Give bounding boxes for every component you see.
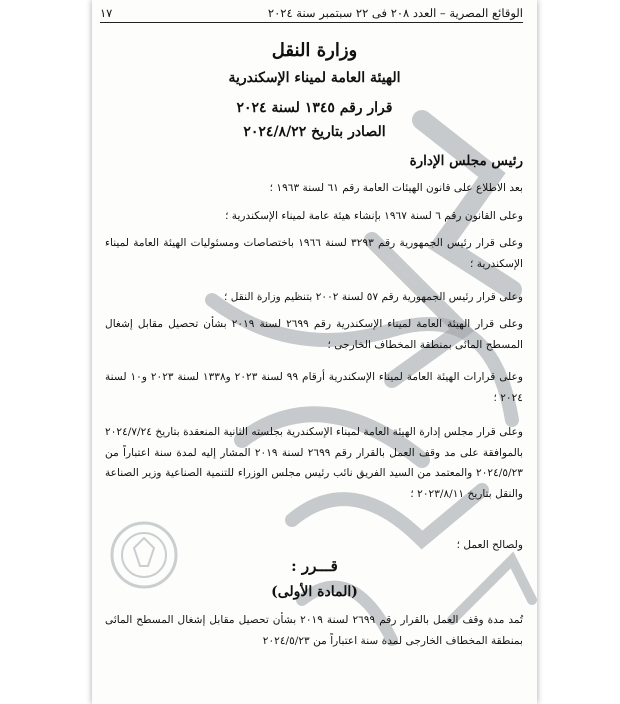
ministry-title: وزارة النقل <box>271 40 358 61</box>
preamble-paragraph-3: وعلى قرار رئيس الجمهورية رقم ٣٢٩٣ لسنة ١٩٦٦ باختصاصات ومسئوليات الهيئة العامة لميناء الإسكندرية ؛ <box>105 237 523 270</box>
preamble-paragraph-4: وعلى قرار رئيس الجمهورية رقم ٥٧ لسنة ٢٠٠٢ بتنظيم وزارة النقل ؛ <box>224 291 523 303</box>
header-title: الوقائع المصرية – العدد ٢٠٨ فى ٢٢ سبتمبر سنة ٢٠٢٤ <box>267 6 523 20</box>
preamble-paragraph-5: وعلى قرار الهيئة العامة لميناء الإسكندرية رقم ٢٦٩٩ لسنة ٢٠١٩ بشأن تحصيل مقابل إشغال المسطح المائى بمنطقة المخطاف الخارجى ؛ <box>105 318 523 351</box>
decree-number: قرار رقم ١٣٤٥ لسنة ٢٠٢٤ <box>236 100 393 116</box>
preamble-paragraph-1: بعد الاطلاع على قانون الهيئات العامة رقم ٦١ لسنة ١٩٦٣ ؛ <box>269 182 523 194</box>
authority-title: الهيئة العامة لميناء الإسكندرية <box>228 70 401 86</box>
preamble-paragraph-7: وعلى قرار مجلس إدارة الهيئة العامة لميناء الإسكندرية بجلسته الثانية المنعقدة بتاريخ ٢٠٢٤/٧/٢٤ بالموافقة على مد وقف العمل بالقرار رقم ٢٦٩٩ لسنة ٢٠١٩ المشار إليه لمدة سنة اعتباراً من ٢٠٢٤/٥/٢٣ والمعتمد من السيد الفريق نائب رئيس مجلس الوزراء للتنمية الصناعية وزير الصناعة والنقل بتاريخ ٢٠٢٣/٨/١١ ؛ <box>105 426 523 500</box>
header-divider <box>100 22 523 23</box>
preamble-paragraph-8: ولصالح العمل ؛ <box>456 539 523 551</box>
preamble-paragraph-2: وعلى القانون رقم ٦ لسنة ١٩٦٧ بإنشاء هيئة عامة لميناء الإسكندرية ؛ <box>225 210 523 222</box>
article-one-text: تُمد مدة وقف العمل بالقرار رقم ٢٦٩٩ لسنة ٢٠١٩ بشأن تحصيل مقابل إشغال المسطح المائى بمنطقة المخطاف الخارجى لمدة سنة اعتباراً من ٢٠٢٤/٥/٢٣ <box>105 614 523 647</box>
decree-date: الصادر بتاريخ ٢٠٢٤/٨/٢٢ <box>243 124 386 140</box>
gazette-header <box>100 4 523 22</box>
page-number: ١٧ <box>100 6 113 20</box>
preamble-paragraph-6: وعلى قرارات الهيئة العامة لميناء الإسكندرية أرقام ٩٩ لسنة ٢٠٢٣ و١٣٣٨ لسنة ٢٠٢٣ و١٠ لسنة ٢٠٢٤ ؛ <box>105 371 523 404</box>
decided-heading: قـــرر : <box>291 557 338 575</box>
document-page <box>92 0 537 704</box>
chairman-heading: رئيس مجلس الإدارة <box>409 153 523 169</box>
article-one-heading: (المادة الأولى) <box>271 584 358 600</box>
